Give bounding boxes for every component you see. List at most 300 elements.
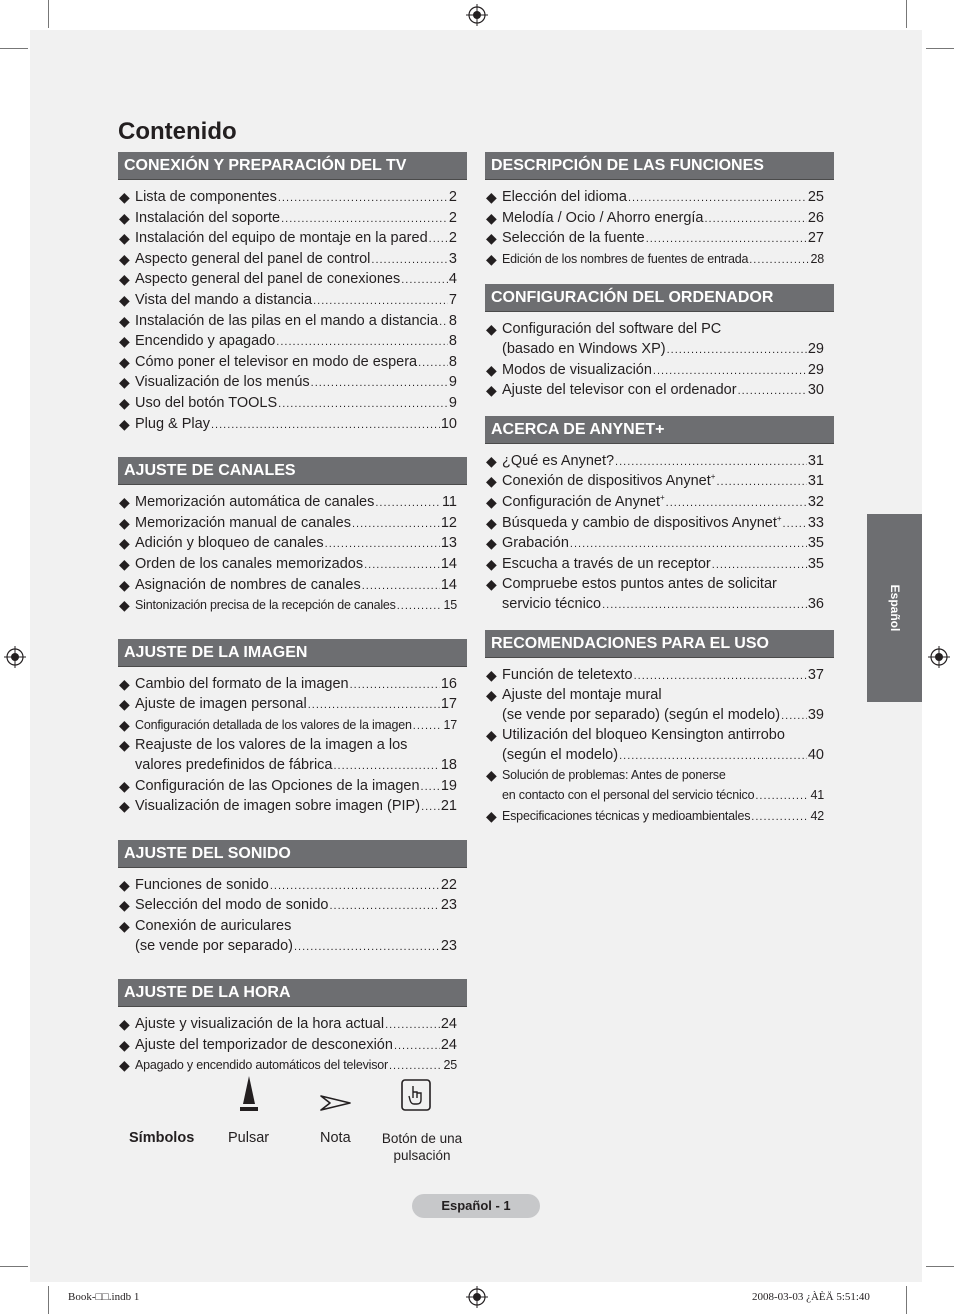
toc-entry-title bbox=[502, 381, 737, 401]
toc-entry-line bbox=[502, 320, 824, 340]
diamond-bullet-icon: ◆ bbox=[119, 1016, 130, 1033]
toc-entry-line bbox=[502, 452, 824, 473]
toc-entry[interactable] bbox=[485, 229, 824, 250]
toc-entry-line bbox=[502, 766, 824, 786]
toc-entry-line bbox=[135, 270, 457, 291]
toc-entry-text: Configuración de las Opciones de la imagen bbox=[135, 777, 420, 794]
dot-leader bbox=[211, 416, 440, 436]
toc-page-number: 39 bbox=[807, 706, 824, 723]
toc-entry[interactable] bbox=[485, 381, 824, 402]
toc-page-number: 24 bbox=[440, 1016, 457, 1033]
toc-entry-text: Visualización de los menús bbox=[135, 374, 310, 391]
toc-entry-line bbox=[135, 797, 457, 818]
toc-page-number: 32 bbox=[807, 493, 824, 510]
toc-entry[interactable] bbox=[118, 896, 457, 917]
toc-entry-text: Conexión de dispositivos Anynet bbox=[502, 473, 711, 490]
toc-page-number: 25 bbox=[807, 189, 824, 205]
toc-entry-text: Reajuste de los valores de la imagen a los bbox=[135, 737, 408, 754]
toc-entry-text: Edición de los nombres de fuentes de entrada bbox=[502, 251, 749, 266]
toc-entry[interactable] bbox=[485, 514, 824, 535]
page-number-badge: Español - 1 bbox=[412, 1194, 540, 1218]
toc-entry-text: Búsqueda y cambio de dispositivos Anynet bbox=[502, 514, 777, 531]
toc-entry[interactable] bbox=[485, 188, 824, 209]
diamond-bullet-icon: ◆ bbox=[119, 230, 130, 247]
diamond-bullet-icon: ◆ bbox=[486, 514, 497, 531]
toc-entry-title bbox=[502, 340, 666, 360]
diamond-bullet-icon: ◆ bbox=[486, 687, 497, 704]
toc-entry[interactable] bbox=[118, 332, 457, 353]
dot-leader bbox=[333, 757, 439, 777]
toc-entry[interactable] bbox=[485, 686, 824, 726]
toc-entry-text: Cambio del formato de la imagen bbox=[135, 675, 349, 692]
language-side-tab bbox=[867, 514, 922, 702]
toc-page-number: 31 bbox=[807, 452, 824, 469]
toc-entry-title bbox=[135, 756, 332, 776]
dot-leader bbox=[311, 374, 448, 394]
toc-entry[interactable] bbox=[118, 415, 457, 436]
toc-entry[interactable] bbox=[485, 555, 824, 576]
toc-entry-title bbox=[502, 209, 704, 229]
toc-page-number: 23 bbox=[440, 937, 457, 954]
one-touch-button-icon bbox=[400, 1078, 432, 1112]
diamond-bullet-icon: ◆ bbox=[486, 452, 497, 469]
toc-section bbox=[485, 284, 834, 401]
toc-entry-text: (basado en Windows XP) bbox=[502, 340, 666, 357]
toc-entry-title bbox=[502, 726, 785, 746]
toc-page-number: 35 bbox=[807, 555, 824, 572]
toc-entry[interactable] bbox=[118, 576, 457, 597]
dot-leader bbox=[418, 354, 448, 374]
dot-leader bbox=[755, 787, 809, 807]
crop-mark bbox=[926, 1266, 954, 1267]
toc-entry-title bbox=[135, 312, 438, 332]
dot-leader bbox=[413, 717, 443, 737]
registration-mark-icon bbox=[4, 646, 26, 668]
dot-leader bbox=[278, 395, 448, 415]
toc-page-number: 17 bbox=[440, 696, 457, 713]
toc-entry[interactable] bbox=[118, 291, 457, 312]
diamond-bullet-icon: ◆ bbox=[119, 271, 130, 288]
toc-entry[interactable] bbox=[118, 188, 457, 209]
toc-entry-text: Encendido y apagado bbox=[135, 333, 276, 350]
toc-entry-text: Selección del modo de sonido bbox=[135, 897, 329, 914]
toc-entry[interactable] bbox=[485, 320, 824, 360]
toc-entry-title bbox=[135, 777, 420, 797]
toc-section bbox=[485, 630, 834, 828]
toc-entry[interactable] bbox=[118, 876, 457, 897]
toc-entry[interactable] bbox=[118, 514, 457, 535]
toc-entry-line bbox=[135, 716, 457, 737]
toc-entry-title bbox=[502, 555, 711, 575]
diamond-bullet-icon: ◆ bbox=[119, 514, 130, 531]
toc-entry-line bbox=[135, 576, 457, 597]
toc-entry-list bbox=[485, 312, 834, 401]
dot-leader bbox=[619, 747, 807, 767]
toc-entry-text: Instalación del soporte bbox=[135, 209, 281, 226]
toc-entry-line bbox=[502, 786, 824, 807]
crop-mark bbox=[48, 1286, 49, 1314]
toc-entry[interactable] bbox=[485, 666, 824, 687]
dot-leader bbox=[371, 251, 448, 271]
toc-entry[interactable] bbox=[118, 312, 457, 333]
toc-entry-line bbox=[135, 514, 457, 535]
toc-entry-title bbox=[135, 493, 374, 513]
toc-entry-list bbox=[118, 180, 467, 435]
toc-entry[interactable] bbox=[118, 534, 457, 555]
registration-mark-icon bbox=[466, 4, 488, 26]
toc-entry-line bbox=[502, 595, 824, 616]
toc-entry-title bbox=[502, 229, 645, 249]
diamond-bullet-icon: ◆ bbox=[119, 535, 130, 552]
toc-entry-text: Configuración del software del PC bbox=[502, 321, 722, 338]
toc-entry-text: Visualización de imagen sobre imagen (PIP) bbox=[135, 798, 421, 815]
toc-entry[interactable] bbox=[118, 675, 457, 696]
toc-section bbox=[118, 457, 467, 617]
toc-page-number: 2 bbox=[448, 189, 457, 205]
toc-left-column bbox=[118, 152, 467, 1077]
toc-page-number: 14 bbox=[440, 555, 457, 572]
crop-mark bbox=[926, 48, 954, 49]
toc-entry-text: servicio técnico bbox=[502, 595, 602, 612]
section-header: ACERCA DE ANYNET+ bbox=[485, 416, 834, 444]
toc-entry-line bbox=[135, 229, 457, 250]
toc-entry-title bbox=[135, 937, 293, 957]
toc-entry[interactable] bbox=[118, 353, 457, 374]
crop-mark bbox=[906, 0, 907, 28]
press-icon bbox=[236, 1074, 262, 1116]
toc-page-number: 40 bbox=[807, 746, 824, 763]
toc-entry-text: (según el modelo) bbox=[502, 746, 619, 763]
crop-mark bbox=[48, 0, 49, 28]
toc-entry-text: Funciones de sonido bbox=[135, 876, 269, 893]
toc-entry-list bbox=[118, 485, 467, 617]
dot-leader bbox=[362, 577, 440, 597]
toc-entry-line bbox=[135, 736, 457, 756]
toc-entry-text: Configuración detallada de los valores de la imagen bbox=[135, 717, 412, 732]
dot-leader bbox=[570, 535, 807, 555]
superscript-plus: + bbox=[710, 472, 716, 482]
dot-leader bbox=[628, 189, 807, 209]
toc-entry[interactable] bbox=[118, 270, 457, 291]
toc-entry-text: Orden de los canales memorizados bbox=[135, 555, 364, 572]
diamond-bullet-icon: ◆ bbox=[486, 576, 497, 593]
diamond-bullet-icon: ◆ bbox=[486, 250, 497, 267]
toc-entry-title bbox=[135, 876, 269, 896]
toc-page-number: 9 bbox=[448, 374, 457, 391]
toc-entry[interactable] bbox=[485, 361, 824, 382]
toc-page-number: 28 bbox=[810, 251, 824, 266]
section-header: CONFIGURACIÓN DEL ORDENADOR bbox=[485, 284, 834, 312]
toc-entry[interactable] bbox=[118, 777, 457, 798]
dot-leader bbox=[738, 382, 807, 402]
toc-entry[interactable] bbox=[118, 209, 457, 230]
toc-page-number: 24 bbox=[440, 1036, 457, 1053]
diamond-bullet-icon: ◆ bbox=[486, 727, 497, 744]
toc-entry-line bbox=[135, 876, 457, 897]
toc-entry-line bbox=[502, 472, 824, 493]
toc-entry-title bbox=[135, 229, 428, 249]
toc-entry-list bbox=[118, 667, 467, 818]
toc-entry[interactable] bbox=[485, 766, 824, 806]
toc-entry-text: (se vende por separado) (según el modelo) bbox=[502, 706, 781, 723]
toc-entry[interactable] bbox=[118, 493, 457, 514]
toc-entry-text: Conexión de auriculares bbox=[135, 918, 292, 935]
toc-entry-title bbox=[135, 353, 417, 373]
crop-mark bbox=[0, 1266, 28, 1267]
toc-entry-line bbox=[135, 394, 457, 415]
toc-entry-text: Escucha a través de un receptor bbox=[502, 555, 711, 572]
dot-leader bbox=[350, 676, 440, 696]
toc-entry-text: Instalación de las pilas en el mando a distancia bbox=[135, 312, 439, 329]
toc-entry-text: Lista de componentes bbox=[135, 189, 277, 205]
toc-entry[interactable] bbox=[118, 736, 457, 776]
diamond-bullet-icon: ◆ bbox=[119, 494, 130, 511]
toc-entry[interactable] bbox=[118, 917, 457, 957]
dot-leader bbox=[294, 938, 440, 958]
toc-entry-text: Ajuste de imagen personal bbox=[135, 696, 307, 713]
toc-page-number: 33 bbox=[807, 514, 824, 531]
toc-entry[interactable] bbox=[485, 250, 824, 271]
section-header: CONEXIÓN Y PREPARACIÓN DEL TV bbox=[118, 152, 467, 180]
dot-leader bbox=[329, 897, 439, 917]
dot-leader bbox=[276, 333, 448, 353]
toc-entry-line bbox=[135, 1015, 457, 1036]
page-title: Contenido bbox=[118, 118, 237, 145]
diamond-bullet-icon: ◆ bbox=[486, 189, 497, 205]
toc-entry-line bbox=[135, 596, 457, 617]
toc-entry-title bbox=[135, 1036, 393, 1056]
toc-entry-text: Aspecto general del panel de control bbox=[135, 250, 371, 267]
press-label: Pulsar bbox=[228, 1130, 270, 1146]
toc-page-number: 17 bbox=[443, 717, 457, 732]
dot-leader bbox=[308, 696, 440, 716]
section-header: AJUSTE DEL SONIDO bbox=[118, 840, 467, 868]
toc-page-number: 3 bbox=[448, 250, 457, 267]
toc-entry-title bbox=[135, 415, 210, 435]
diamond-bullet-icon: ◆ bbox=[486, 666, 497, 683]
diamond-bullet-icon: ◆ bbox=[486, 209, 497, 226]
diamond-bullet-icon: ◆ bbox=[119, 675, 130, 692]
dot-leader bbox=[653, 362, 807, 382]
toc-page-number: 13 bbox=[440, 535, 457, 552]
dot-leader bbox=[401, 271, 448, 291]
toc-entry-line bbox=[135, 291, 457, 312]
toc-entry[interactable] bbox=[118, 555, 457, 576]
diamond-bullet-icon: ◆ bbox=[119, 415, 130, 432]
toc-entry-text: (se vende por separado) bbox=[135, 937, 293, 954]
toc-entry[interactable] bbox=[118, 394, 457, 415]
dot-leader bbox=[385, 1016, 440, 1036]
toc-entry-line bbox=[502, 209, 824, 230]
toc-entry-text: Utilización del bloqueo Kensington antirrobo bbox=[502, 727, 785, 744]
toc-entry-text: Melodía / Ocio / Ahorro energía bbox=[502, 209, 704, 226]
toc-entry-title bbox=[135, 797, 420, 817]
dot-leader bbox=[602, 596, 807, 616]
toc-entry[interactable] bbox=[118, 1036, 457, 1057]
toc-page-number: 12 bbox=[440, 514, 457, 531]
toc-entry-line bbox=[502, 381, 824, 402]
toc-entry-text: Selección de la fuente bbox=[502, 230, 645, 247]
toc-entry-list bbox=[485, 658, 834, 828]
toc-page-number: 31 bbox=[807, 473, 824, 490]
toc-entry-text: en contacto con el personal del servicio técnico bbox=[502, 788, 755, 803]
toc-entry-line bbox=[135, 188, 457, 209]
dot-leader bbox=[634, 667, 807, 687]
toc-page-number: 9 bbox=[448, 394, 457, 411]
diamond-bullet-icon: ◆ bbox=[486, 382, 497, 399]
toc-entry-title bbox=[502, 766, 726, 786]
toc-entry[interactable] bbox=[485, 452, 824, 473]
note-arrow-icon bbox=[320, 1094, 352, 1112]
toc-entry-text: Plug & Play bbox=[135, 415, 210, 432]
toc-entry-list bbox=[485, 180, 834, 270]
toc-entry-line bbox=[135, 493, 457, 514]
diamond-bullet-icon: ◆ bbox=[486, 473, 497, 490]
one-touch-label-line2: pulsación bbox=[393, 1148, 451, 1163]
toc-entry-title bbox=[135, 555, 363, 575]
toc-entry[interactable] bbox=[485, 807, 824, 828]
toc-entry[interactable] bbox=[118, 695, 457, 716]
toc-entry-text: Apagado y encendido automáticos del televisor bbox=[135, 1058, 388, 1073]
toc-page-number: 2 bbox=[448, 230, 457, 247]
one-touch-label-line1: Botón de una bbox=[381, 1131, 463, 1146]
toc-entry[interactable] bbox=[485, 209, 824, 230]
toc-page-number: 8 bbox=[448, 312, 457, 329]
toc-entry-text: Memorización manual de canales bbox=[135, 514, 351, 531]
dot-leader bbox=[705, 210, 807, 230]
toc-entry[interactable] bbox=[118, 596, 457, 617]
symbols-title: Símbolos bbox=[129, 1130, 195, 1146]
toc-entry-text: Modos de visualización bbox=[502, 361, 652, 378]
dot-leader bbox=[666, 494, 807, 514]
toc-entry-line bbox=[502, 666, 824, 687]
toc-entry-line bbox=[502, 686, 824, 706]
toc-entry-text: Elección del idioma bbox=[502, 189, 627, 205]
section-header: RECOMENDACIONES PARA EL USO bbox=[485, 630, 834, 658]
toc-entry-title bbox=[502, 514, 782, 534]
toc-entry-title bbox=[502, 686, 662, 706]
toc-entry-line bbox=[502, 340, 824, 361]
dot-leader bbox=[281, 210, 448, 230]
toc-entry[interactable] bbox=[485, 726, 824, 766]
toc-entry-line bbox=[502, 514, 824, 535]
toc-entry[interactable] bbox=[485, 493, 824, 514]
toc-entry-title bbox=[135, 596, 396, 616]
toc-page-number: 4 bbox=[448, 271, 457, 288]
dot-leader bbox=[364, 556, 440, 576]
diamond-bullet-icon: ◆ bbox=[119, 876, 130, 893]
diamond-bullet-icon: ◆ bbox=[119, 696, 130, 713]
dot-leader bbox=[397, 597, 443, 617]
toc-entry-title bbox=[135, 716, 412, 736]
toc-page-number: 23 bbox=[440, 897, 457, 914]
toc-page-number: 29 bbox=[807, 361, 824, 378]
toc-entry-line bbox=[502, 229, 824, 250]
toc-entry-line bbox=[502, 361, 824, 382]
dot-leader bbox=[783, 515, 807, 535]
toc-entry-line bbox=[135, 896, 457, 917]
toc-entry-title bbox=[502, 534, 569, 554]
toc-entry-text: Cómo poner el televisor en modo de espera bbox=[135, 353, 418, 370]
toc-entry-text: Aspecto general del panel de conexiones bbox=[135, 271, 401, 288]
dot-leader bbox=[270, 877, 440, 897]
dot-leader bbox=[313, 292, 448, 312]
toc-page-number: 26 bbox=[807, 209, 824, 226]
toc-entry-line bbox=[502, 746, 824, 767]
toc-entry-line bbox=[135, 937, 457, 958]
toc-entry-text: Función de teletexto bbox=[502, 666, 633, 683]
toc-entry-title bbox=[135, 576, 361, 596]
toc-entry-title bbox=[502, 320, 721, 340]
toc-section bbox=[485, 416, 834, 616]
dot-leader bbox=[615, 453, 807, 473]
toc-entry-line bbox=[135, 312, 457, 333]
toc-entry[interactable] bbox=[485, 534, 824, 555]
toc-right-column bbox=[485, 152, 834, 827]
toc-entry-title bbox=[135, 291, 312, 311]
symbols-legend bbox=[118, 1070, 478, 1170]
toc-page-number: 18 bbox=[440, 757, 457, 774]
diamond-bullet-icon: ◆ bbox=[119, 374, 130, 391]
toc-entry-line bbox=[135, 534, 457, 555]
toc-entry-text: Ajuste y visualización de la hora actual bbox=[135, 1016, 385, 1033]
toc-entry-title bbox=[502, 452, 614, 472]
toc-entry-title bbox=[502, 666, 633, 686]
toc-entry[interactable] bbox=[118, 373, 457, 394]
toc-entry-list bbox=[118, 1007, 467, 1077]
toc-entry-line bbox=[502, 555, 824, 576]
toc-entry-line bbox=[502, 250, 824, 271]
toc-entry[interactable] bbox=[118, 1015, 457, 1036]
toc-entry-list bbox=[485, 444, 834, 616]
diamond-bullet-icon: ◆ bbox=[119, 716, 130, 733]
dot-leader bbox=[712, 556, 807, 576]
toc-entry[interactable] bbox=[485, 472, 824, 493]
toc-entry-list bbox=[118, 868, 467, 957]
toc-entry-title bbox=[135, 209, 280, 229]
diamond-bullet-icon: ◆ bbox=[119, 353, 130, 370]
toc-entry-line bbox=[502, 726, 824, 746]
toc-entry-title bbox=[135, 332, 275, 352]
dot-leader bbox=[325, 535, 440, 555]
diamond-bullet-icon: ◆ bbox=[486, 361, 497, 378]
toc-entry-text: Compruebe estos puntos antes de solicitar bbox=[502, 576, 777, 593]
toc-entry-line bbox=[135, 555, 457, 576]
toc-entry-text: Asignación de nombres de canales bbox=[135, 576, 361, 593]
diamond-bullet-icon: ◆ bbox=[119, 189, 130, 205]
toc-page-number: 37 bbox=[807, 666, 824, 683]
dot-leader bbox=[394, 1037, 440, 1057]
toc-entry-line bbox=[135, 777, 457, 798]
toc-entry-text: Ajuste del televisor con el ordenador bbox=[502, 382, 737, 399]
toc-entry-line bbox=[135, 209, 457, 230]
toc-entry[interactable] bbox=[485, 575, 824, 615]
toc-page-number: 15 bbox=[443, 598, 457, 613]
toc-entry[interactable] bbox=[118, 250, 457, 271]
section-header: DESCRIPCIÓN DE LAS FUNCIONES bbox=[485, 152, 834, 180]
diamond-bullet-icon: ◆ bbox=[119, 576, 130, 593]
toc-entry[interactable] bbox=[118, 229, 457, 250]
diamond-bullet-icon: ◆ bbox=[119, 291, 130, 308]
toc-entry-title bbox=[502, 361, 652, 381]
toc-page-number: 41 bbox=[810, 788, 824, 803]
toc-entry[interactable] bbox=[118, 716, 457, 737]
note-label: Nota bbox=[320, 1130, 351, 1146]
diamond-bullet-icon: ◆ bbox=[119, 597, 130, 614]
toc-entry[interactable] bbox=[118, 797, 457, 818]
diamond-bullet-icon: ◆ bbox=[119, 209, 130, 226]
toc-section bbox=[118, 840, 467, 957]
